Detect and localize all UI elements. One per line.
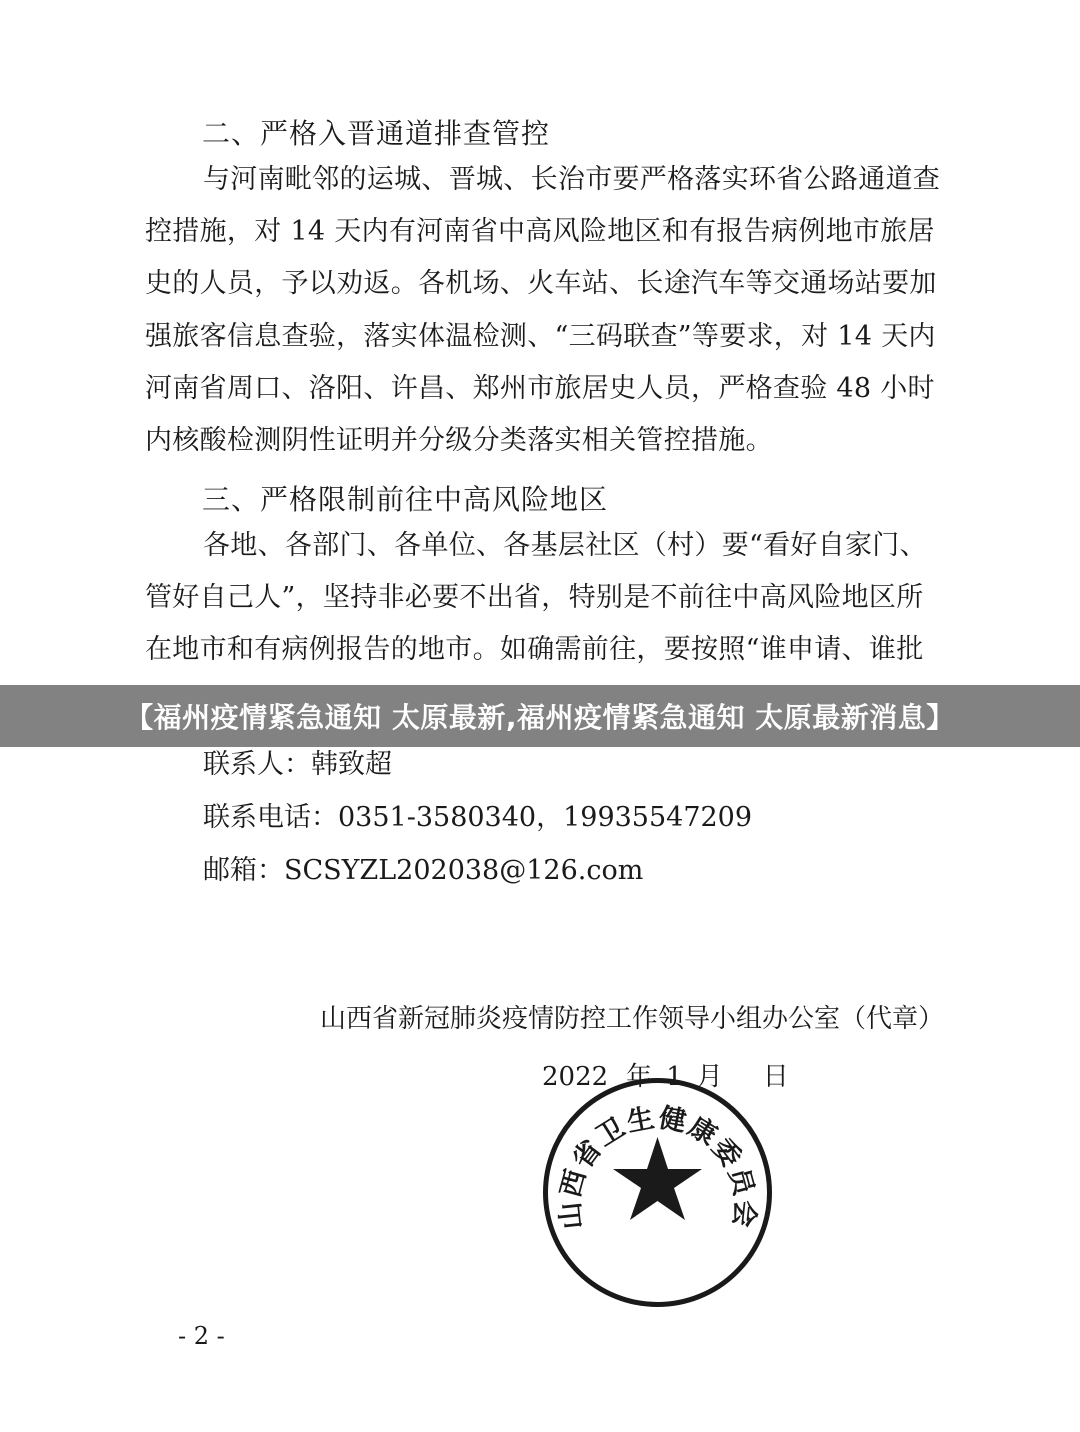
contact-person: 联系人：韩致超	[203, 749, 392, 780]
section-2-body	[145, 154, 950, 467]
section-2-heading: 二、严格入晋通道排查管控	[202, 117, 551, 150]
seal-text: 山西省卫生健康委员会	[554, 1102, 761, 1231]
official-seal-icon	[540, 1075, 775, 1310]
date-year: 2022	[542, 1062, 609, 1092]
title-banner	[0, 685, 1080, 747]
section-3-heading: 三、严格限制前往中高风险地区	[202, 483, 609, 516]
section-3-text: 各地、各部门、各单位、各基层社区（村）要“看好自家门、管好自己人”，坚持非必要不出省，特别是不前往中高风险地区所在地市和有病例报告的地市。如确需前往，要按照“谁申请、谁批	[145, 530, 927, 666]
date-month: 1	[666, 1062, 683, 1092]
date-day-char: 日	[762, 1062, 789, 1092]
contact-email: 邮箱：SCSYZL202038@126.com	[203, 855, 644, 886]
section-3-body	[145, 520, 950, 677]
issuer-name: 山西省新冠肺炎疫情防控工作领导小组办公室（代章）	[320, 1004, 945, 1034]
date-month-char: 月	[696, 1062, 723, 1092]
section-2-text: 与河南毗邻的运城、晋城、长治市要严格落实环省公路通道查控措施，对 14 天内有河南省中高风险地区和有报告病例地市旅居史的人员，予以劝返。各机场、火车站、长途汽车等交通场站要加强旅客信息查验，落实体温检测、“三码联查”等要求，对 14 天内河南省周口、洛阳、许昌、郑州市旅居史人员，严格查验 48 小时内核酸检测阴性证明并分级分类落实相关管控措施。	[145, 164, 941, 457]
contact-phone: 联系电话：0351-3580340，19935547209	[203, 802, 753, 833]
banner-title: 【福州疫情紧急通知 太原最新,福州疫情紧急通知 太原最新消息】	[125, 701, 955, 734]
date-year-char: 年	[626, 1062, 653, 1092]
page-number: - 2 -	[178, 1322, 225, 1350]
